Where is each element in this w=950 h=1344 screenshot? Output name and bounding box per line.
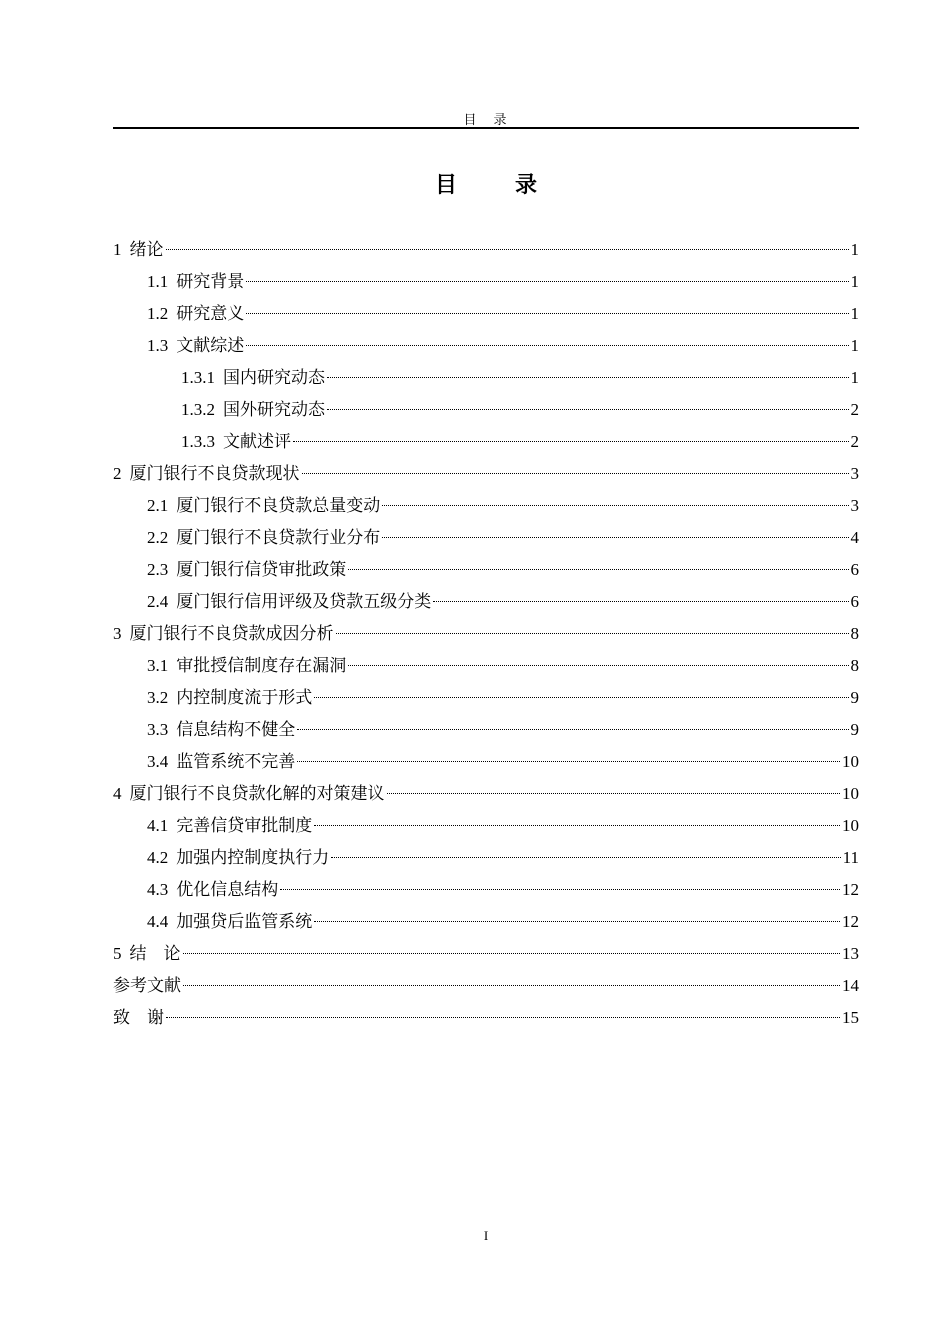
toc-entry-label: 文献述评 [223, 432, 291, 451]
toc-entry-label: 加强内控制度执行力 [176, 848, 330, 867]
toc-entry-number: 4.1 [147, 816, 169, 835]
toc-entry-number: 3.4 [147, 752, 169, 771]
toc-entry-number: 2.1 [147, 496, 169, 515]
dot-leader [183, 985, 840, 986]
dot-leader [280, 889, 840, 890]
toc-entry-label: 厦门银行不良贷款现状 [129, 464, 300, 483]
toc-entry-number: 4 [113, 784, 122, 803]
toc-entry-number: 2.3 [147, 560, 169, 579]
toc-entry-page: 4 [850, 528, 859, 547]
toc-entry-number: 3 [113, 624, 122, 643]
toc-entry-number: 4.4 [147, 912, 169, 931]
toc-entry-number: 3.1 [147, 656, 169, 675]
toc-entry-page: 2 [850, 432, 859, 451]
dot-leader [314, 825, 840, 826]
toc-entry-number: 2 [113, 464, 122, 483]
toc-entry-page: 1 [850, 240, 859, 259]
toc-entry[interactable] [113, 650, 859, 682]
dot-leader [246, 313, 848, 314]
toc-entry-label: 完善信贷审批制度 [176, 816, 313, 835]
toc-entry[interactable] [113, 554, 859, 586]
toc-entry-number: 2.2 [147, 528, 169, 547]
toc-entry-label: 厦门银行信贷审批政策 [176, 560, 347, 579]
toc-entry-number: 1.3.3 [181, 432, 215, 451]
toc-entry-page: 12 [842, 880, 859, 899]
dot-leader [348, 665, 848, 666]
toc-entry-label: 内控制度流于形式 [176, 688, 313, 707]
toc-entry-page: 3 [850, 496, 859, 515]
dot-leader [297, 729, 848, 730]
toc-entry-label: 审批授信制度存在漏洞 [176, 656, 347, 675]
dot-leader [302, 473, 849, 474]
toc-entry-label: 参考文献 [113, 976, 181, 995]
toc-entry-label: 研究背景 [176, 272, 245, 291]
toc-entry[interactable] [113, 1002, 859, 1034]
toc-entry-page: 8 [850, 624, 859, 643]
toc-entry[interactable] [113, 522, 859, 554]
toc-entry-page: 6 [850, 592, 859, 611]
header-rule [113, 127, 859, 129]
toc-entry[interactable] [113, 970, 859, 1002]
toc-entry-page: 13 [842, 944, 859, 963]
toc-entry-number: 1.3 [147, 336, 169, 355]
toc-entry[interactable] [113, 938, 859, 970]
dot-leader [246, 281, 848, 282]
dot-leader [327, 409, 849, 410]
toc-entry-page: 2 [850, 400, 859, 419]
toc-entry-page: 12 [842, 912, 859, 931]
dot-leader [183, 953, 841, 954]
toc-entry[interactable] [113, 618, 859, 650]
toc-entry-label: 监管系统不完善 [176, 752, 296, 771]
toc-entry-label: 优化信息结构 [176, 880, 279, 899]
dot-leader [382, 537, 848, 538]
dot-leader [327, 377, 849, 378]
toc-entry[interactable] [113, 842, 859, 874]
dot-leader [166, 1017, 840, 1018]
toc-entry-number: 1.2 [147, 304, 169, 323]
toc-entry[interactable] [113, 746, 859, 778]
toc-entry[interactable] [113, 714, 859, 746]
toc-entry-number: 5 [113, 944, 122, 963]
toc-entry-number: 4.3 [147, 880, 169, 899]
toc-entry-label: 绪论 [129, 240, 164, 259]
toc-entry-page: 8 [850, 656, 859, 675]
toc-entry-label: 国内研究动态 [223, 368, 325, 387]
toc-entry[interactable] [113, 298, 859, 330]
toc-entry[interactable] [113, 682, 859, 714]
toc-entry-label: 信息结构不健全 [176, 720, 296, 739]
toc-entry-label: 厦门银行不良贷款行业分布 [176, 528, 381, 547]
toc-entry-page: 1 [850, 304, 859, 323]
toc-entry-number: 1.3.2 [181, 400, 215, 419]
toc-entry[interactable] [113, 394, 859, 426]
toc-entry-page: 6 [850, 560, 859, 579]
toc-entry-number: 2.4 [147, 592, 169, 611]
toc-entry-page: 3 [850, 464, 859, 483]
dot-leader [387, 793, 841, 794]
toc-entry-label: 厦门银行不良贷款总量变动 [176, 496, 381, 515]
dot-leader [433, 601, 848, 602]
toc-entry-label: 结 论 [129, 944, 181, 963]
dot-leader [293, 441, 849, 442]
toc-entry-label: 厦门银行不良贷款成因分析 [129, 624, 334, 643]
toc-entry[interactable] [113, 874, 859, 906]
dot-leader [348, 569, 848, 570]
toc-title: 目 录 [434, 173, 555, 198]
toc-entry[interactable] [113, 906, 859, 938]
toc-entry[interactable] [113, 330, 859, 362]
toc-entry-number: 3.2 [147, 688, 169, 707]
dot-leader [331, 857, 840, 858]
toc-entry-page: 9 [850, 720, 859, 739]
toc-entry-number: 3.3 [147, 720, 169, 739]
dot-leader [314, 697, 848, 698]
toc-entry-label: 加强贷后监管系统 [176, 912, 313, 931]
toc-entry[interactable] [113, 490, 859, 522]
toc-entry-page: 1 [850, 368, 859, 387]
table-of-contents [113, 234, 859, 1034]
toc-entry-page: 14 [842, 976, 859, 995]
toc-entry[interactable] [113, 458, 859, 490]
dot-leader [336, 633, 849, 634]
toc-entry-page: 1 [850, 336, 859, 355]
toc-entry[interactable] [113, 234, 859, 266]
dot-leader [314, 921, 840, 922]
toc-entry-page: 10 [842, 784, 859, 803]
dot-leader [297, 761, 840, 762]
page-number: I [483, 1228, 489, 1243]
toc-entry-page: 1 [850, 272, 859, 291]
toc-entry[interactable] [113, 810, 859, 842]
toc-entry-page: 10 [842, 816, 859, 835]
toc-entry-page: 15 [842, 1008, 859, 1027]
dot-leader [166, 249, 849, 250]
toc-entry-label: 国外研究动态 [223, 400, 325, 419]
toc-entry-page: 9 [850, 688, 859, 707]
toc-entry-number: 4.2 [147, 848, 169, 867]
toc-entry-label: 文献综述 [176, 336, 245, 355]
toc-entry[interactable] [113, 426, 859, 458]
toc-entry[interactable] [113, 266, 859, 298]
toc-entry-page: 10 [842, 752, 859, 771]
dot-leader [246, 345, 848, 346]
toc-entry-label: 致 谢 [113, 1008, 164, 1027]
toc-entry[interactable] [113, 362, 859, 394]
toc-entry[interactable] [113, 778, 859, 810]
dot-leader [382, 505, 848, 506]
toc-entry-label: 厦门银行信用评级及贷款五级分类 [176, 592, 432, 611]
toc-entry-label: 厦门银行不良贷款化解的对策建议 [129, 784, 385, 803]
toc-entry-number: 1.1 [147, 272, 169, 291]
toc-entry-number: 1.3.1 [181, 368, 215, 387]
running-header: 目 录 [463, 112, 509, 127]
toc-entry-number: 1 [113, 240, 122, 259]
toc-entry-label: 研究意义 [176, 304, 245, 323]
toc-entry-page: 11 [842, 848, 859, 867]
toc-entry[interactable] [113, 586, 859, 618]
